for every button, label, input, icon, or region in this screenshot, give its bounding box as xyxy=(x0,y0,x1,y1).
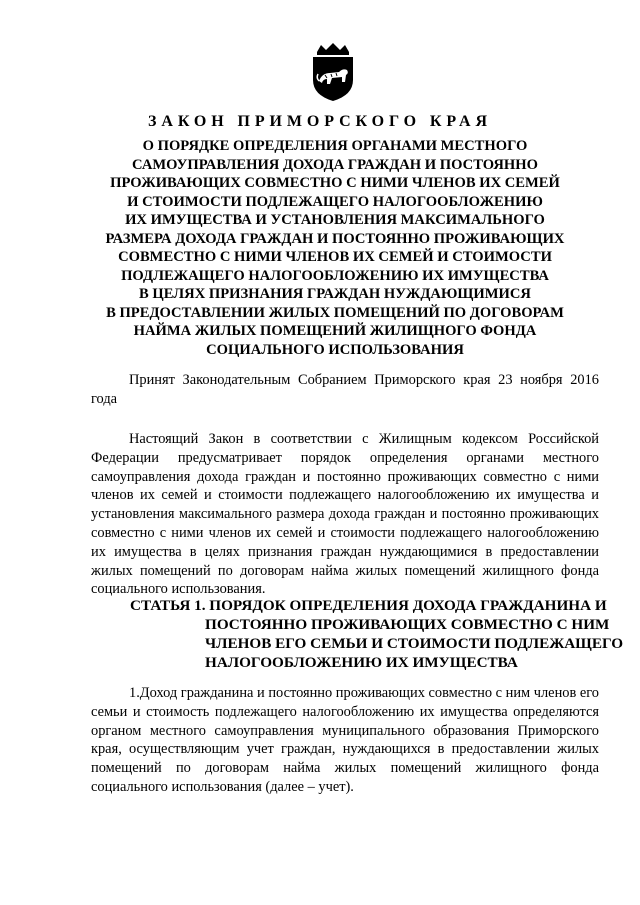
preamble-paragraph: Настоящий Закон в соответствии с Жилищным кодексом Российской Федерации предусматривает порядок определения органами местного самоуправления дохода граждан и постоянно проживающих совместно с ними членов их семей и стоимости подлежащего налогообложению их имущества и установления максимального размера дохода граждан и постоянно проживающих совместно с ними членов их семей и стоимости подлежащего налогообложению их имущества в целях признания граждан нуждающимися в предоставлении жилых помещений по договорам найма жилых помещений жилищного фонда социального использования. xyxy=(91,431,599,598)
subtitle-line: В ПРЕДОСТАВЛЕНИИ ЖИЛЫХ ПОМЕЩЕНИЙ ПО ДОГОВОРАМ xyxy=(106,304,564,321)
subtitle-line: О ПОРЯДКЕ ОПРЕДЕЛЕНИЯ ОРГАНАМИ МЕСТНОГО xyxy=(142,138,528,154)
subtitle-line: В ЦЕЛЯХ ПРИЗНАНИЯ ГРАЖДАН НУЖДАЮЩИМИСЯ xyxy=(139,286,531,302)
article-heading-line: НАЛОГООБЛОЖЕНИЮ ИХ ИМУЩЕСТВА xyxy=(205,654,518,671)
article-1-clause-1: 1.Доход гражданина и постоянно проживающих совместно с ним членов его семьи и стоимость подлежащего налогообложению их имущества определяются органом местного самоуправления муниципального образования Приморского края, осуществляющим учет граждан, нуждающихся в предоставлении жилых помещений по договорам найма жилых помещений жилищного фонда социального использования (далее – учет). xyxy=(91,685,599,795)
subtitle-line: СОЦИАЛЬНОГО ИСПОЛЬЗОВАНИЯ xyxy=(206,341,464,358)
subtitle-line: ПОДЛЕЖАЩЕГО НАЛОГООБЛОЖЕНИЮ ИХ ИМУЩЕСТВА xyxy=(121,267,549,284)
subtitle-line: И СТОИМОСТИ ПОДЛЕЖАЩЕГО НАЛОГООБЛОЖЕНИЮ xyxy=(127,193,543,210)
subtitle-line: ПРОЖИВАЮЩИХ СОВМЕСТНО С НИМИ ЧЛЕНОВ ИХ СЕМЕЙ xyxy=(110,175,560,191)
article-heading-line: ПОСТОЯННО ПРОЖИВАЮЩИХ СОВМЕСТНО С НИМ xyxy=(205,616,610,633)
subtitle-line: ИХ ИМУЩЕСТВА И УСТАНОВЛЕНИЯ МАКСИМАЛЬНОГО xyxy=(125,212,545,228)
subtitle-line: РАЗМЕРА ДОХОДА ГРАЖДАН И ПОСТОЯННО ПРОЖИВАЮЩИХ xyxy=(105,230,565,247)
subtitle-line: СОВМЕСТНО С НИМИ ЧЛЕНОВ ИХ СЕМЕЙ И СТОИМОСТИ xyxy=(118,249,552,265)
article-heading-line: ЧЛЕНОВ ЕГО СЕМЬИ И СТОИМОСТИ ПОДЛЕЖАЩЕГО xyxy=(205,635,624,652)
law-subtitle xyxy=(90,137,580,359)
subtitle-line: САМОУПРАВЛЕНИЯ ДОХОДА ГРАЖДАН И ПОСТОЯННО xyxy=(132,156,538,173)
primorsky-krai-coat-of-arms-icon xyxy=(305,42,361,102)
subtitle-line: НАЙМА ЖИЛЫХ ПОМЕЩЕНИЙ ЖИЛИЩНОГО ФОНДА xyxy=(133,323,537,339)
law-title: ЗАКОН ПРИМОРСКОГО КРАЯ xyxy=(148,113,492,130)
article-1-heading xyxy=(130,596,624,672)
adoption-statement: Принят Законодательным Собранием Приморского края 23 ноября 2016 года xyxy=(91,372,599,407)
article-heading-line: СТАТЬЯ 1. ПОРЯДОК ОПРЕДЕЛЕНИЯ ДОХОДА ГРАЖДАНИНА И xyxy=(130,597,607,614)
